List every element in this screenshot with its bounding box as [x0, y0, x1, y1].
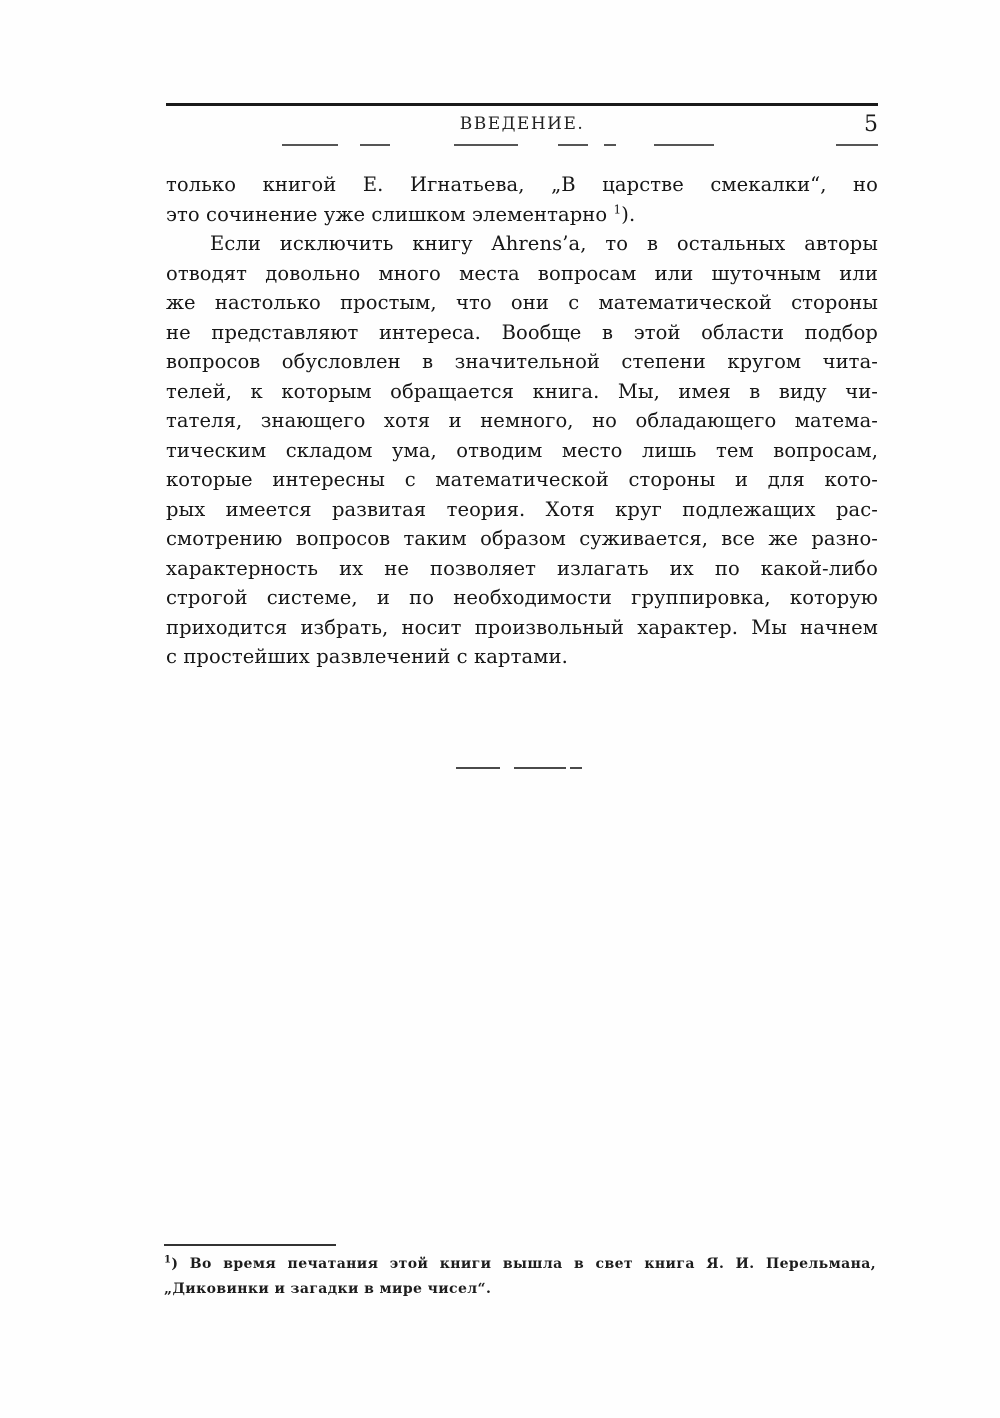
text-line	[166, 200, 878, 230]
text-line: строгой системе, и по необходимости группировка, которую	[166, 586, 878, 609]
text-line: телей, к которым обращается книга. Мы, имея в виду чи-	[166, 379, 878, 403]
text-line: же настолько простым, что они с математической стороны	[166, 291, 878, 314]
header-dash-line	[166, 144, 878, 146]
paragraph-2	[166, 229, 878, 672]
text-line: отводят довольно много места вопросам или шуточным или	[166, 261, 878, 285]
text-line: характерность их не позволяет излагать их по какой-либо	[166, 556, 878, 580]
running-title: ВВЕДЕНИЕ.	[459, 114, 585, 134]
text-line: смотрению вопросов таким образом суживается, все же разно-	[166, 527, 878, 550]
text-line: приходится избрать, носит произвольный характер. Мы начнем	[166, 615, 878, 639]
footnote	[164, 1252, 876, 1302]
text-line: рых имеется развитая теория. Хотя круг подлежащих рас-	[166, 497, 878, 521]
footnote-text: ) Во время печатания этой книги вышла в свет книга Я. И. Перельмана,	[171, 1256, 876, 1272]
text-line: тателя, знающего хотя и немного, но обладающего матема-	[166, 409, 878, 432]
body-text	[166, 170, 878, 672]
header-rule	[166, 103, 878, 106]
running-head	[166, 112, 878, 140]
text-line: Если исключить книгу Ahrens’a, то в остальных авторы	[210, 232, 878, 255]
text-line: с простейших развлечений с картами.	[166, 645, 568, 668]
text-fragment: это сочинение уже слишком элементарно	[166, 202, 608, 226]
footnote-ref: 1	[613, 202, 622, 216]
text-line: вопросов обусловлен в значительной степени кругом чита-	[166, 350, 878, 373]
page-number: 5	[864, 112, 878, 137]
text-fragment: ).	[621, 202, 636, 226]
text-line: которые интересны с математической стороны и для кото-	[166, 468, 878, 491]
footnote-rule	[164, 1244, 336, 1246]
text-line: только книгой Е. Игнатьева, „В царстве смекалки“, но	[166, 173, 878, 196]
section-end-ornament	[456, 767, 582, 770]
text-line: не представляют интереса. Вообще в этой области подбор	[166, 320, 878, 344]
paragraph-1	[166, 170, 878, 229]
text-line: тическим складом ума, отводим место лишь тем вопросам,	[166, 438, 878, 462]
footnote-line	[164, 1252, 876, 1277]
footnote-line: „Диковинки и загадки в мире чисел“.	[164, 1281, 492, 1297]
footnote-mark: 1	[164, 1254, 172, 1266]
